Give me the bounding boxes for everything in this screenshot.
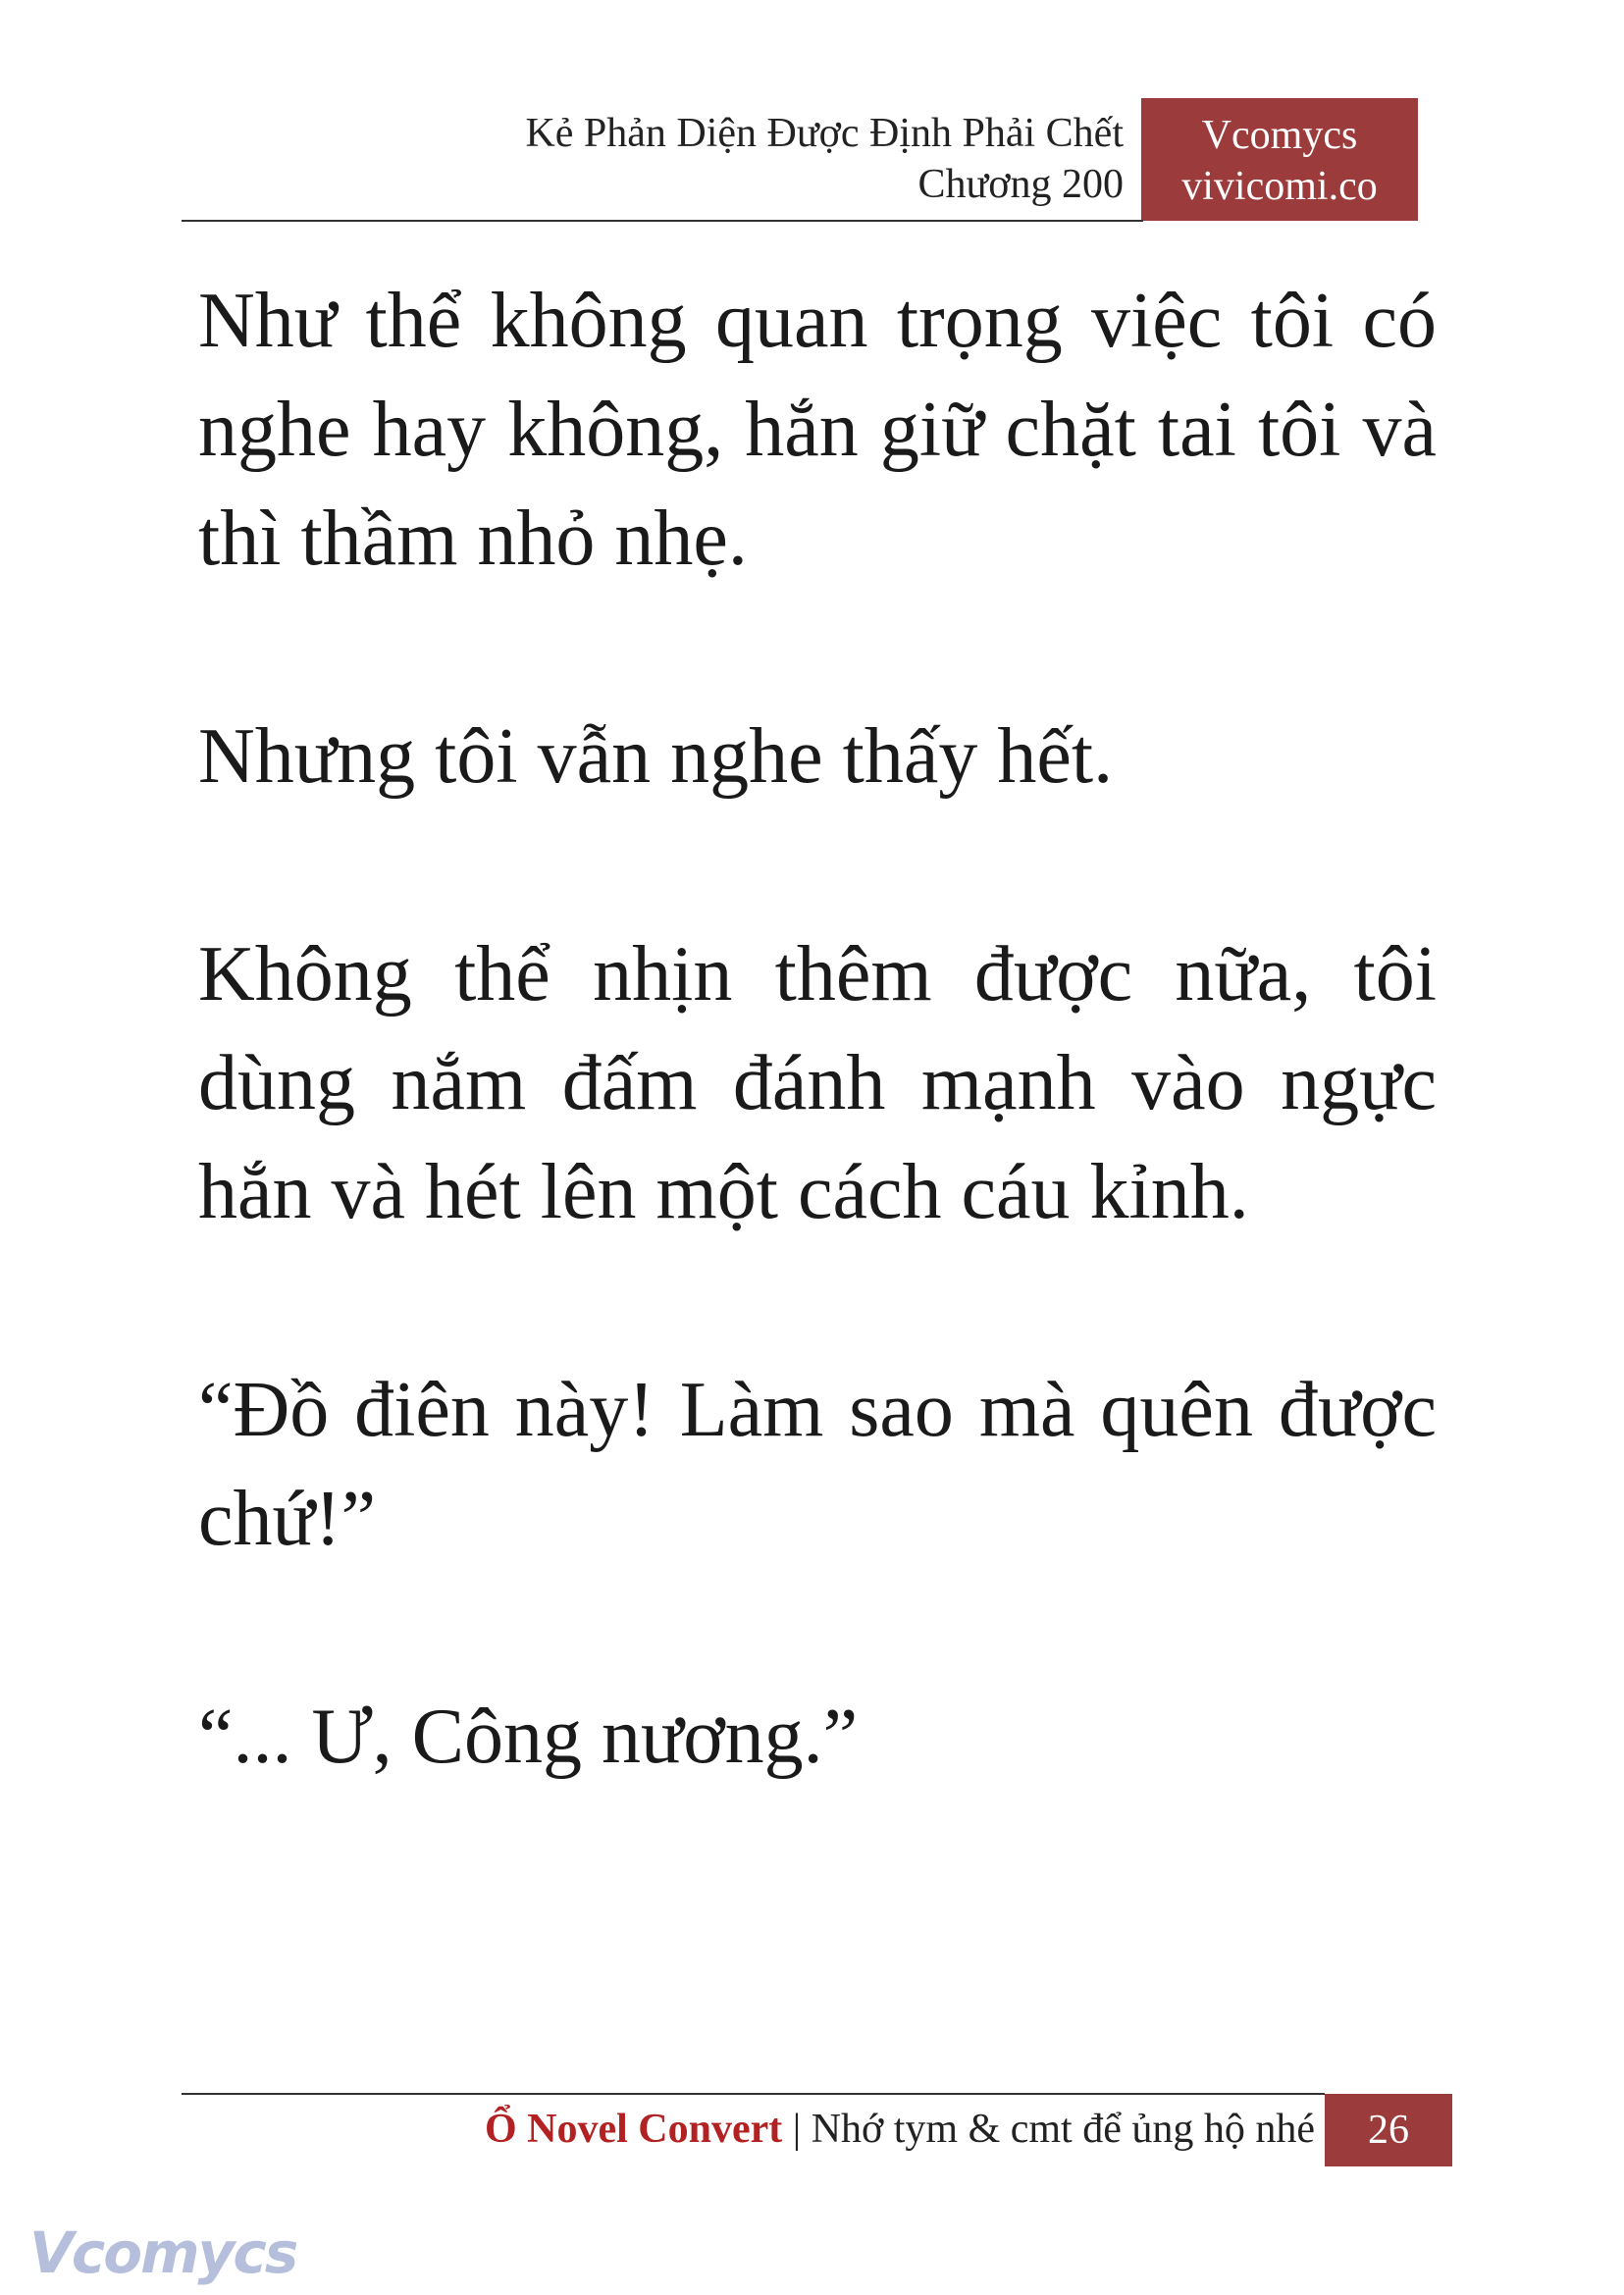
book-title: Kẻ Phản Diện Được Định Phải Chết bbox=[525, 111, 1124, 156]
footer-message: Nhớ tym & cmt để ủng hộ nhé bbox=[811, 2107, 1315, 2152]
chapter-label: Chương 200 bbox=[917, 162, 1124, 207]
site-badge bbox=[1141, 98, 1418, 221]
header-divider bbox=[182, 220, 1143, 222]
paragraph-gap bbox=[198, 1574, 1437, 1683]
watermark-logo: Vcomycs bbox=[29, 2219, 297, 2286]
footer-text bbox=[485, 2102, 1315, 2157]
header-titles bbox=[525, 108, 1124, 210]
paragraph-1: Như thể không quan trọng việc tôi có nghe hay không, hắn giữ chặt tai tôi và thì thầm nhỏ nhẹ. bbox=[198, 278, 1437, 582]
paragraph-3: Không thể nhịn thêm được nữa, tôi dùng nắm đấm đánh mạnh vào ngực hắn và hét lên một cách cáu kỉnh. bbox=[198, 931, 1437, 1235]
paragraph-4: “Đồ điên này! Làm sao mà quên được chứ!” bbox=[198, 1367, 1437, 1562]
paragraph-gap bbox=[198, 1247, 1437, 1356]
footer-separator: | bbox=[792, 2107, 802, 2152]
paragraph-2: Nhưng tôi vẫn nghe thấy hết. bbox=[198, 713, 1114, 800]
site-badge-url: vivicomi.co bbox=[1181, 164, 1378, 209]
site-badge-name: Vcomycs bbox=[1201, 113, 1358, 158]
page-header bbox=[182, 98, 1418, 221]
paragraph-gap bbox=[198, 594, 1437, 703]
chapter-body bbox=[198, 267, 1437, 1792]
paragraph-5: “... Ư, Công nương.” bbox=[198, 1694, 859, 1780]
page-footer bbox=[182, 2094, 1452, 2166]
paragraph-gap bbox=[198, 811, 1437, 920]
page-number: 26 bbox=[1325, 2094, 1452, 2166]
footer-brand: Ổ Novel Convert bbox=[484, 2107, 783, 2152]
